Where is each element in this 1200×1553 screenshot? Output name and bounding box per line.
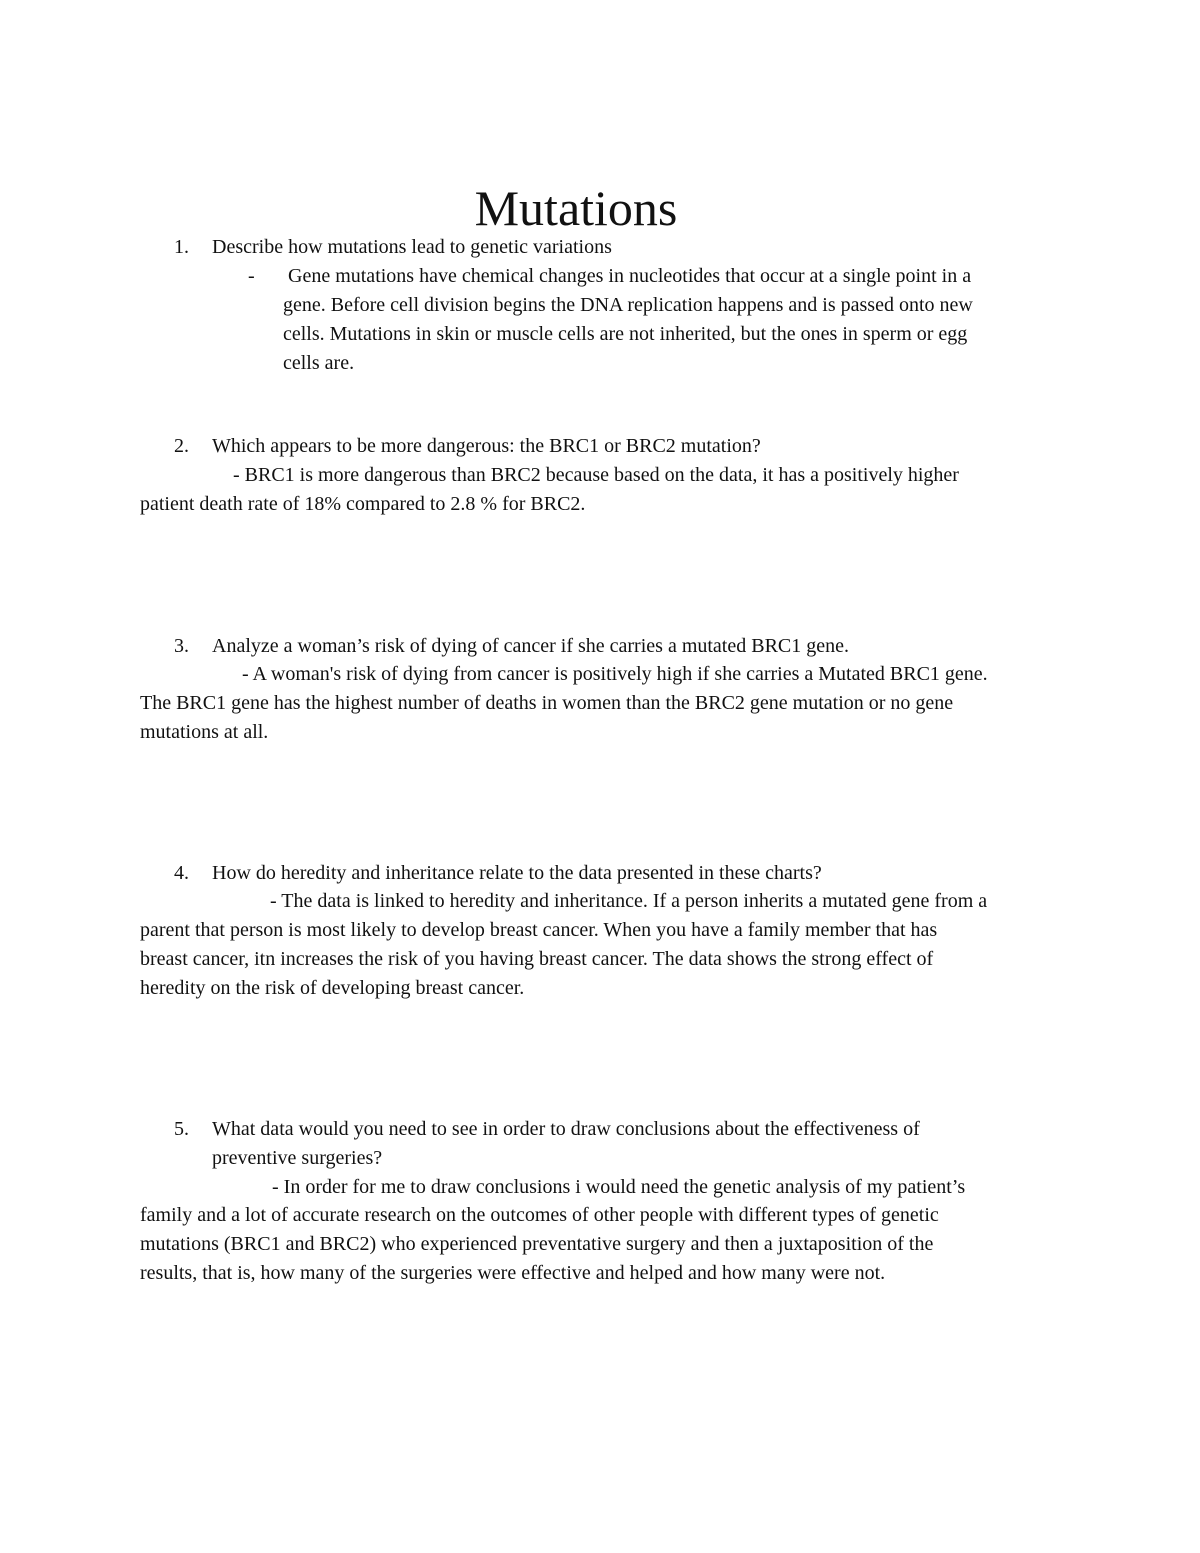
question-text: How do heredity and inheritance relate to the data presented in these charts? bbox=[212, 862, 822, 884]
answer-5-line-4: results, that is, how many of the surgeries were effective and helped and how many were not. bbox=[140, 1262, 886, 1284]
answer-4-line-1: - The data is linked to heredity and inheritance. If a person inherits a mutated gene from a bbox=[270, 890, 988, 912]
answer-5-line-2: family and a lot of accurate research on the outcomes of other people with different types of genetic bbox=[140, 1204, 939, 1226]
question-text: Analyze a woman’s risk of dying of cancer if she carries a mutated BRC1 gene. bbox=[212, 635, 850, 657]
answer-3-line-1: - A woman's risk of dying from cancer is positively high if she carries a Mutated BRC1 gene. bbox=[242, 663, 988, 685]
answer-4-line-4: heredity on the risk of developing breast cancer. bbox=[140, 977, 525, 999]
question-number: 4. bbox=[174, 862, 189, 884]
answer-1-line-3: cells. Mutations in skin or muscle cells are not inherited, but the ones in sperm or egg bbox=[283, 323, 968, 345]
page-title: Mutations bbox=[474, 179, 678, 236]
answer-4-line-3: breast cancer, itn increases the risk of you having breast cancer. The data shows the strong effect of bbox=[140, 948, 934, 970]
question-number: 3. bbox=[174, 635, 189, 657]
question-number: 2. bbox=[174, 435, 189, 457]
answer-4-line-2: parent that person is most likely to develop breast cancer. When you have a family member that has bbox=[140, 919, 938, 941]
question-number: 1. bbox=[174, 236, 189, 258]
answer-1-line-1: Gene mutations have chemical changes in nucleotides that occur at a single point in a bbox=[288, 265, 972, 287]
question-text: Describe how mutations lead to genetic variations bbox=[212, 236, 612, 258]
answer-5-line-3: mutations (BRC1 and BRC2) who experienced preventative surgery and then a juxtaposition of the bbox=[140, 1233, 934, 1255]
question-text: Which appears to be more dangerous: the BRC1 or BRC2 mutation? bbox=[212, 435, 761, 457]
question-number: 5. bbox=[174, 1118, 189, 1140]
answer-1-line-4: cells are. bbox=[283, 352, 355, 374]
answer-2-line-1: - BRC1 is more dangerous than BRC2 because based on the data, it has a positively higher bbox=[233, 464, 959, 486]
answer-dash: - bbox=[248, 265, 255, 287]
question-text: What data would you need to see in order to draw conclusions about the effectiveness of bbox=[212, 1118, 920, 1140]
answer-3-line-2: The BRC1 gene has the highest number of deaths in women than the BRC2 gene mutation or no gene bbox=[140, 692, 954, 714]
question-5-continuation: preventive surgeries? bbox=[212, 1147, 383, 1169]
answer-5-line-1: - In order for me to draw conclusions i would need the genetic analysis of my patient’s bbox=[272, 1176, 966, 1198]
answer-1-line-2: gene. Before cell division begins the DNA replication happens and is passed onto new bbox=[283, 294, 973, 316]
answer-2-line-2: patient death rate of 18% compared to 2.8 % for BRC2. bbox=[140, 493, 586, 515]
answer-3-line-3: mutations at all. bbox=[140, 721, 269, 743]
